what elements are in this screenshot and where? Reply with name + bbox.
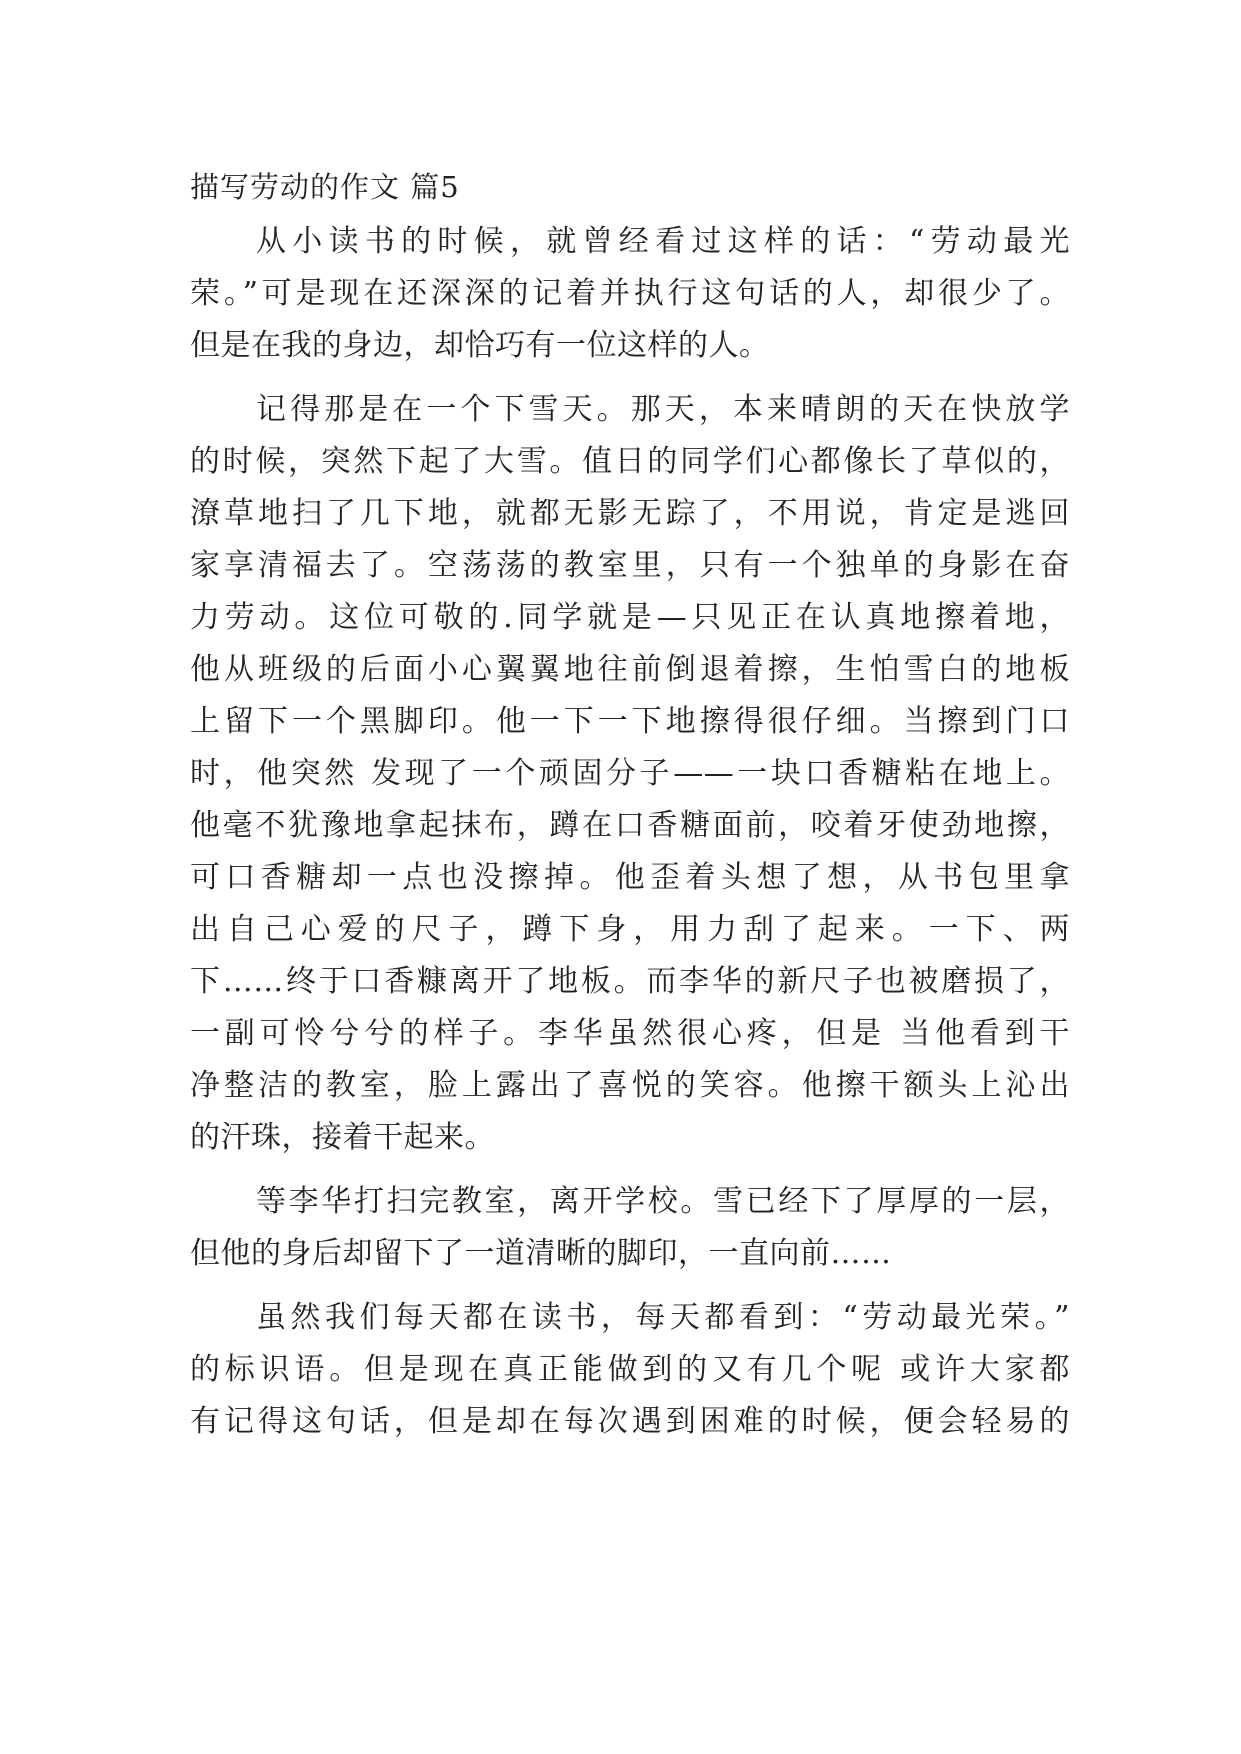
paragraph-line: 净整洁的教室，脸上露出了喜悦的笑容。他擦干额头上沁出 [190,1068,1070,1103]
paragraph-line: 荣。”可是现在还深深的记着并执行这句话的人，却很少了。 [190,276,1070,311]
document-title: 描写劳动的作文 篇5 [190,170,460,204]
paragraph-line: 的时候，突然下起了大雪。值日的同学们心都像长了草似的， [190,444,1070,479]
paragraph-line: 潦草地扫了几下地，就都无影无踪了，不用说，肯定是逃回 [190,496,1070,531]
paragraph-1 [190,216,1070,372]
paragraph-line: 他从班级的后面小心翼翼地往前倒退着擦，生怕雪白的地板 [190,652,1070,687]
paragraph-line: 可口香糖却一点也没擦掉。他歪着头想了想，从书包里拿 [190,860,1070,895]
paragraph-2 [190,384,1070,1164]
paragraph-line: 时，他突然 发现了一个顽固分子——一块口香糖粘在地上。 [190,756,1070,791]
paragraph-line: 一副可怜兮兮的样子。李华虽然很心疼，但是 当他看到干 [190,1016,1070,1051]
document-body [190,216,1070,1448]
paragraph-3 [190,1176,1070,1280]
paragraph-4 [190,1292,1070,1448]
paragraph-line: 下……终于口香糠离开了地板。而李华的新尺子也被磨损了， [190,964,1070,999]
paragraph-line: 从小读书的时候，就曾经看过这样的话：“劳动最光 [256,224,1070,259]
paragraph-line: 上留下一个黑脚印。他一下一下地擦得很仔细。当擦到门口 [190,704,1070,739]
paragraph-line: 出自己心爱的尺子，蹲下身，用力刮了起来。一下、两 [190,912,1070,947]
paragraph-line: 等李华打扫完教室，离开学校。雪已经下了厚厚的一层， [256,1184,1070,1219]
paragraph-line: 有记得这句话，但是却在每次遇到困难的时候，便会轻易的 [190,1404,1070,1439]
paragraph-line: 力劳动。这位可敬的.同学就是—只见正在认真地擦着地， [190,600,1070,635]
paragraph-line: 的汗珠，接着干起来。 [190,1120,495,1155]
paragraph-line: 但他的身后却留下了一道清晰的脚印，一直向前…… [190,1236,892,1271]
paragraph-line: 记得那是在一个下雪天。那天，本来晴朗的天在快放学 [256,392,1070,427]
paragraph-line: 但是在我的身边，却恰巧有一位这样的人。 [190,328,770,363]
paragraph-line: 家享清福去了。空荡荡的教室里，只有一个独单的身影在奋 [190,548,1070,583]
paragraph-line: 他毫不犹豫地拿起抹布，蹲在口香糖面前，咬着牙使劲地擦， [190,808,1070,843]
paragraph-line: 的标识语。但是现在真正能做到的又有几个呢 或许大家都 [190,1352,1070,1387]
paragraph-line: 虽然我们每天都在读书，每天都看到：“劳动最光荣。” [256,1300,1070,1335]
